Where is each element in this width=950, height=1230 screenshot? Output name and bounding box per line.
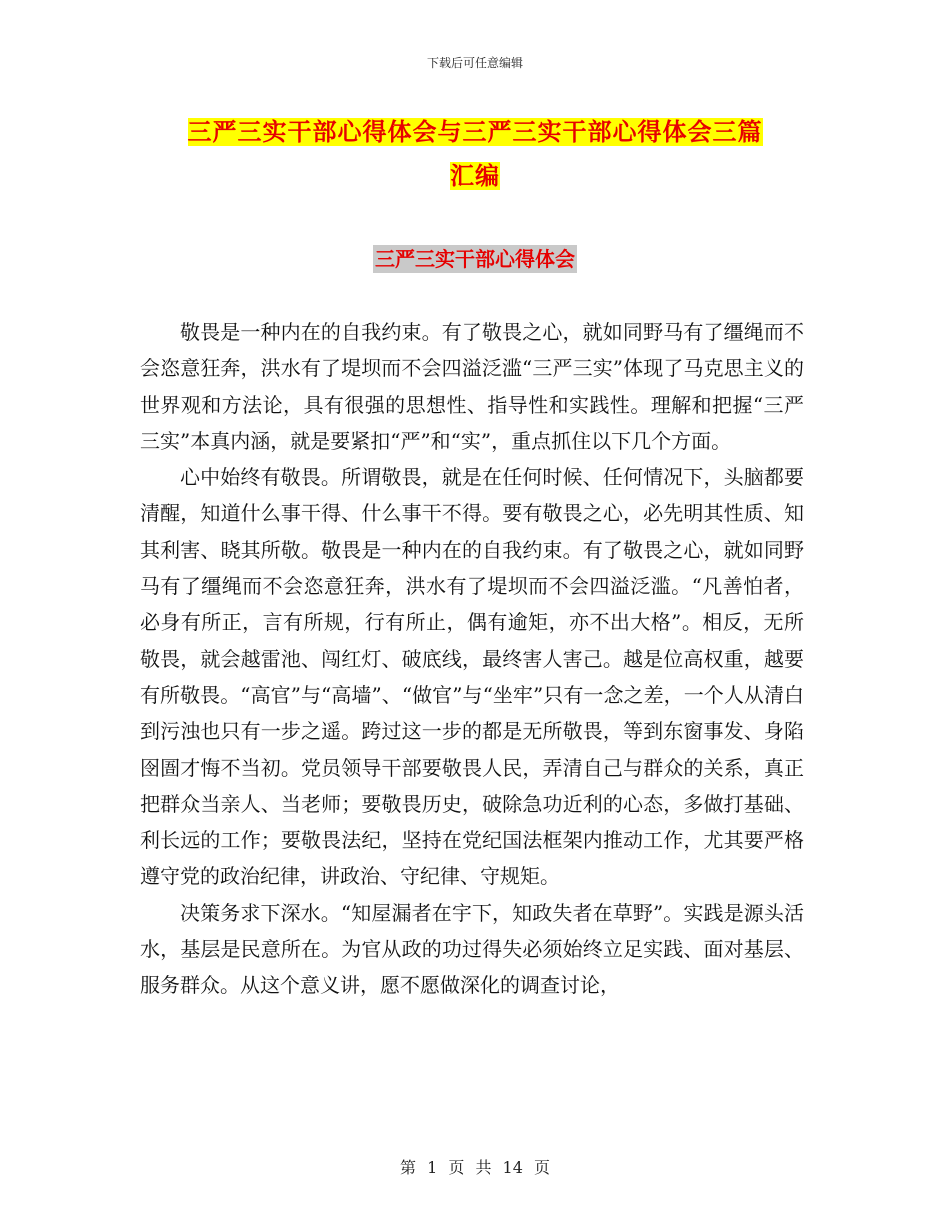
paragraph: 敬畏是一种内在的自我约束。有了敬畏之心，就如同野马有了缰绳而不会恣意狂奔，洪水有了堤坝而不会四溢泛滥“三严三实”体现了马克思主义的世界观和方法论，具有很强的思想性、指导性和实践性。理解和把握“三严三实”本真内涵，就是要紧扣“严”和“实”，重点抓住以下几个方面。 [140,320,804,453]
document-title [140,110,810,198]
paragraph: 决策务求下深水。“知屋漏者在宇下，知政失者在草野”。实践是源头活水，基层是民意所在。为官从政的功过得失必须始终立足实践、面对基层、服务群众。从这个意义讲，愿不愿做深化的调查讨论， [140,900,804,998]
paragraph: 心中始终有敬畏。所谓敬畏，就是在任何时候、任何情况下，头脑都要清醒，知道什么事干得、什么事干不得。要有敬畏之心，必先明其性质、知其利害、晓其所敬。敬畏是一种内在的自我约束。有了敬畏之心，就如同野马有了缰绳而不会恣意狂奔，洪水有了堤坝而不会四溢泛滥。“凡善怕者，必身有所正，言有所规，行有所止，偶有逾矩，亦不出大格”。相反，无所敬畏，就会越雷池、闯红灯、破底线，最终害人害己。越是位高权重，越要有所敬畏。“高官”与“高墙”、“做官”与“坐牢”只有一念之差，一个人从清白到污浊也只有一步之遥。跨过这一步的都是无所敬畏，等到东窗事发、身陷囹圄才悔不当初。党员领导干部要敬畏人民，弄清自己与群众的关系，真正把群众当亲人、当老师；要敬畏历史，破除急功近利的心态，多做打基础、利长远的工作；要敬畏法纪，坚持在党纪国法框架内推动工作，尤其要严格遵守党的政治纪律，讲政治、守纪律、守规矩。 [140,465,804,889]
page-footer: 第 1 页 共 14 页 [400,1158,550,1177]
section-title-text: 三严三实干部心得体会 [375,247,575,271]
body-text [140,314,804,1004]
section-title [0,243,950,272]
document-title-line-2: 汇编 [450,162,500,190]
header-note: 下载后可任意编辑 [426,56,523,70]
document-title-line-1: 三严三实干部心得体会与三严三实干部心得体会三篇 [187,118,763,146]
